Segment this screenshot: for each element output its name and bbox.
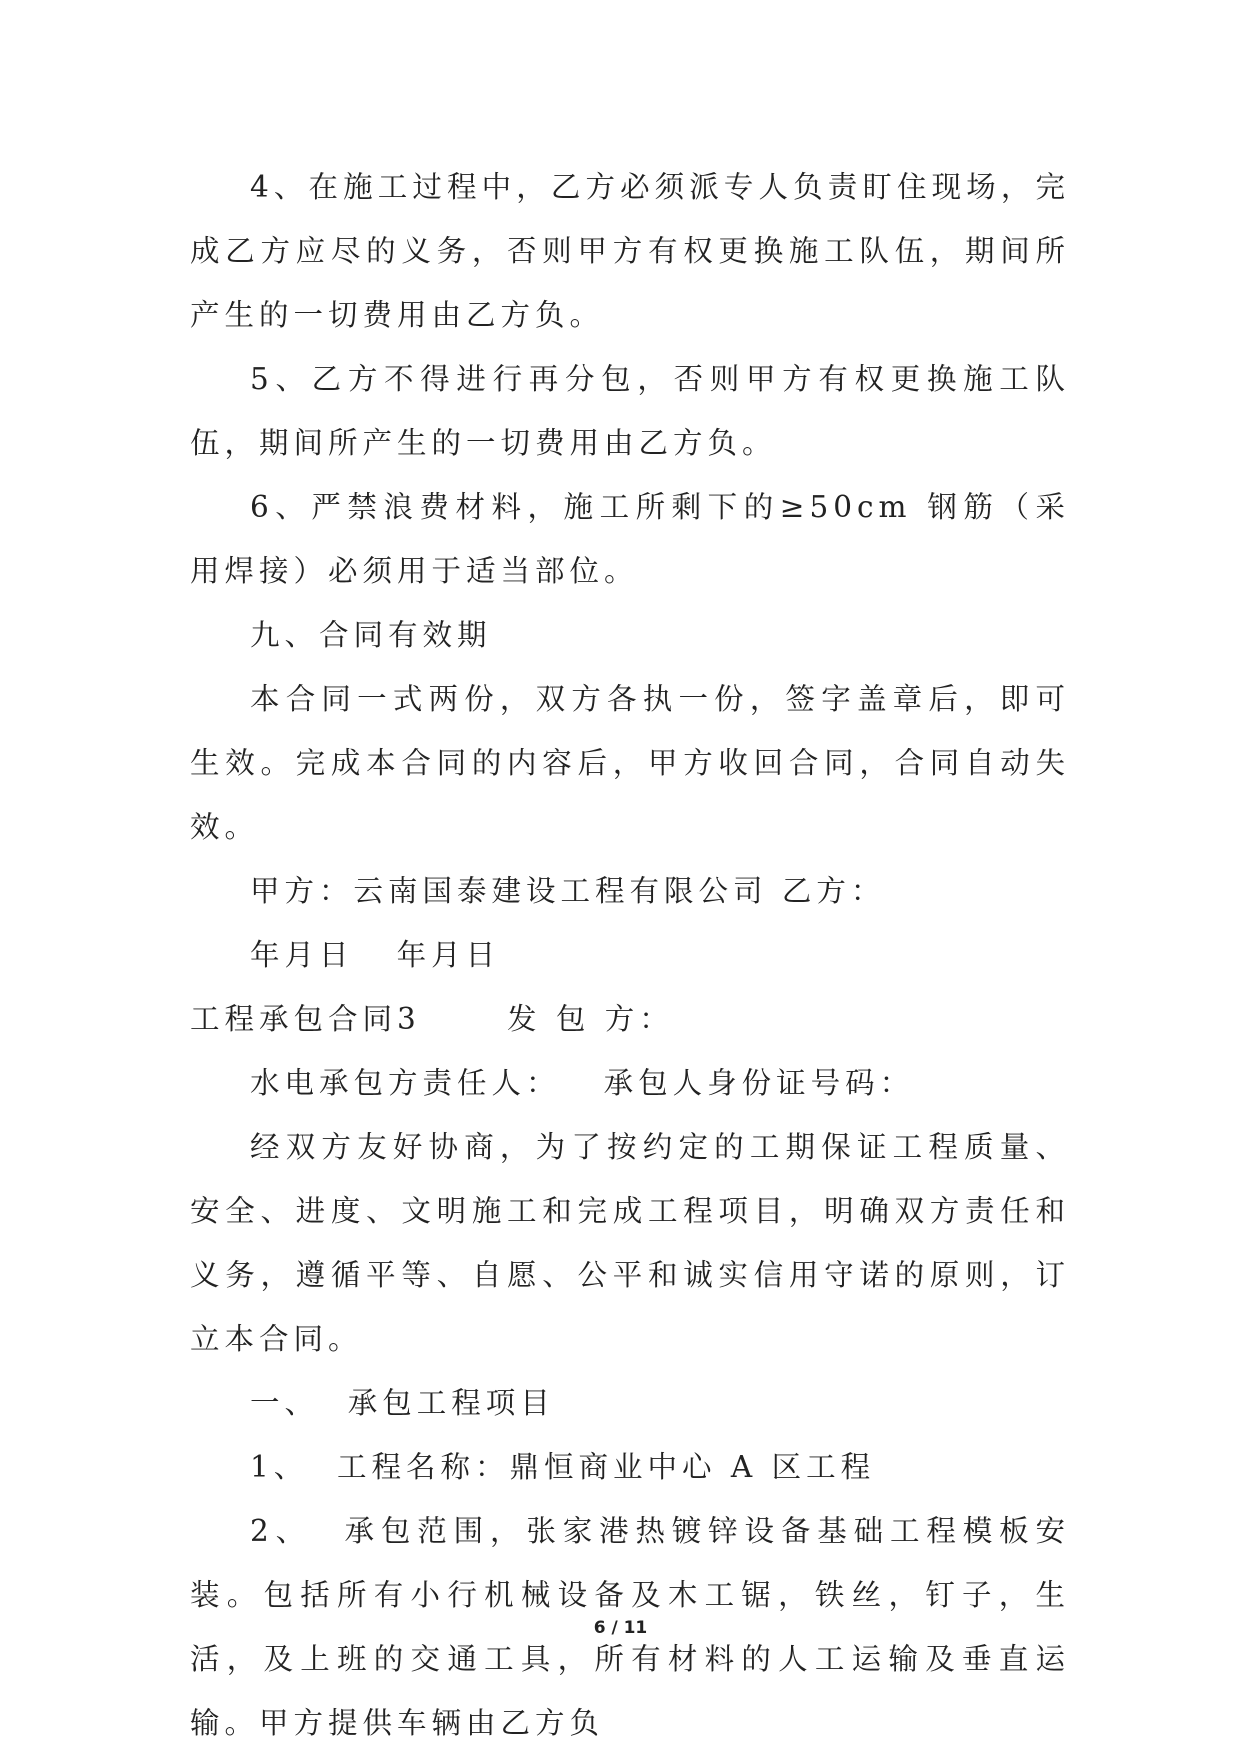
paragraph-project-name: 1、 工程名称：鼎恒商业中心 A 区工程 — [250, 1450, 876, 1484]
paragraph-clause-6: 6、严禁浪费材料，施工所剩下的≥50cm 钢筋（采用焊接）必须用于适当部位。 — [190, 490, 1070, 588]
paragraph-clause-4: 4、在施工过程中，乙方必须派专人负责盯住现场，完成乙方应尽的义务，否则甲方有权更换施工队伍，期间所产生的一切费用由乙方负。 — [190, 170, 1070, 332]
contractor-info: 水电承包方责任人： 承包人身份证号码： — [250, 1066, 915, 1100]
paragraph-clause-5: 5、乙方不得进行再分包，否则甲方有权更换施工队伍，期间所产生的一切费用由乙方负。 — [190, 362, 1070, 460]
contract-title: 工程承包合同3 发 包 方： — [190, 1002, 674, 1036]
paragraph-validity: 本合同一式两份，双方各执一份，签字盖章后，即可生效。完成本合同的内容后，甲方收回合同，合同自动失效。 — [190, 682, 1070, 844]
section-heading-validity: 九、合同有效期 — [250, 618, 492, 652]
section-heading-project: 一、 承包工程项目 — [250, 1386, 555, 1420]
paragraph-preamble: 经双方友好协商，为了按约定的工期保证工程质量、安全、进度、文明施工和完成工程项目，明确双方责任和义务，遵循平等、自愿、公平和诚实信用守诺的原则，订立本合同。 — [190, 1130, 1070, 1356]
document-body — [190, 155, 1070, 1755]
page-number: 6 / 11 — [593, 1618, 648, 1638]
paragraph-scope: 2、 承包范围，张家港热镀锌设备基础工程模板安装。包括所有小行机械设备及木工锯，铁丝，钉子，生活，及上班的交通工具，所有材料的人工运输及垂直运输。甲方提供车辆由乙方负 — [190, 1514, 1070, 1740]
signature-dates: 年月日 年月日 — [250, 938, 501, 972]
signature-parties: 甲方：云南国泰建设工程有限公司 乙方： — [250, 874, 886, 908]
